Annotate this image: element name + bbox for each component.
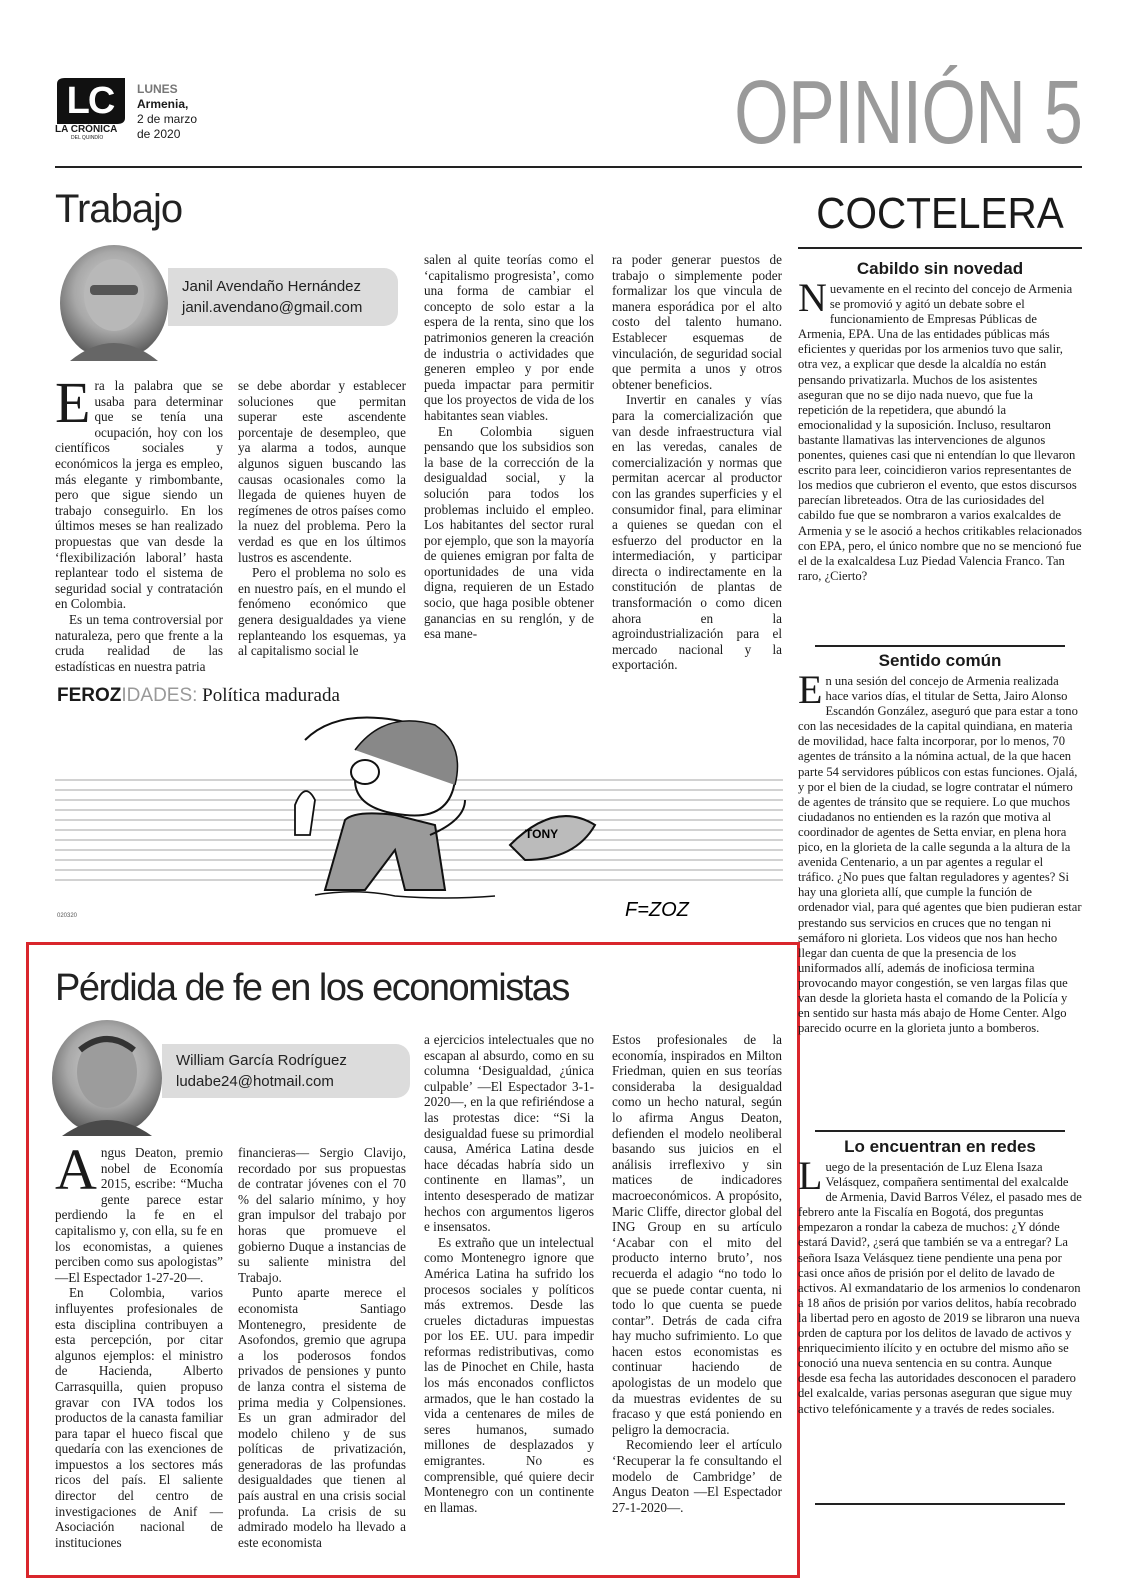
cartoon-label-bold: FEROZ — [57, 685, 122, 706]
coctelera-item-2-body — [798, 667, 1082, 1114]
coctelera-item-3-dropcap: L — [798, 1153, 823, 1198]
logo — [55, 78, 125, 141]
article2-email[interactable]: ludabe24@hotmail.com — [176, 1073, 334, 1090]
coctelera-item-1-body — [798, 275, 1082, 642]
section-name: OPINIÓN — [734, 63, 1025, 163]
weekday: LUNES — [137, 82, 178, 96]
author-portrait-icon — [52, 1020, 162, 1136]
article2-col3b-text: Es extraño que un intelectual como Montenegro ignore que América Latina ha sufrido los procesos sociales y políticos más extremos. Desde las crueles dictaduras impuestas por los EE. UU. para impedir reformas redistributivas, como las de Pinochet en Chile, hasta los más enconados conflictos armados, que le han costado la vida a centenares de miles de seres humanos, sumado millones de desplazados y emigrantes. No es comprensible, qué quiere decir Montenegro con un continente en llamas. — [424, 1234, 594, 1515]
article1-column-3 — [424, 252, 594, 656]
cartoon-signature: F=ZOZ — [625, 899, 689, 921]
coctelera-item-2-text: n una sesión del concejo de Armenia realizada hace varios días, el titular de Setta, Jairo Alonso Escandón González, aseguró que para estar a tono con las necesidades de la capital quindiana, en materia de movilidad, hace falta incorporar, por lo menos, 70 agentes de tránsito a la nómina actual, de la que hacen parte 54 servidores públicos con estas funciones. Ojalá, y por el bien de la ciudad, se logre contratar el número de agentes de tránsito que se requiere. Lo que muchos ciudadanos no entienden es la razón que motiva al coordinador de agentes de Setta enviar, en plena hora pico, en la glorieta de la calle segunda a la altura de la avenida Centenario, a un par agentes a regular el tráfico. ¿No pues que faltan reguladores y agentes? Si hay una glorieta allí, que cumple la función de ordenador vial, para qué agentes que bien pudieran estar prestando sus servicios en cruces que no tengan ni semáforo ni glorieta. Los videos que nos han hecho llegar dan cuenta de que la presencia de los uniformados allí, además de inoficiosa termina provocando mayor congestión, se ven largas filas que van desde la glorieta hasta el comando de la Policía y en sentido sur hasta más abajo de Home Center. Algo parecido ocurre en la glorieta junto a bomberos. — [798, 674, 1082, 1036]
coctelera-item-1-heading: Cabildo sin novedad — [856, 259, 1024, 278]
coctelera-item-3-text: uego de la presentación de Luz Elena Isaza Velásquez, compañera sentimental del exalcalde de Armenia, David Barros Vélez, el pasado mes de febrero ante la Fiscalía en Bogotá, dos preguntas empezaron a rondar la cabeza de muchos: ¿Y dónde estará David?, ¿será que también se va a entregar? La señora Isaza Velásquez tiene pendiente una pena por casi once años de prisión por el delito de lavado de activos. Al exmandatario de los armenios lo condenaron a 18 años de prisión por varios delitos, había recobrado la libertad pero en agosto de 2019 se libraron una nueva orden de captura por los delitos de lavado de activos y enriquecimiento ilícito y en octubre del mismo año se conoció una nueva sentencia en su contra. Aunque desde esa fecha las autoridades desconocen el paradero del exalcalde, varias personas aseguran que sigue muy activo telefónicamente y a través de redes sociales. — [798, 1160, 1082, 1416]
coctelera-item-3-heading: Lo encuentran en redes — [844, 1137, 1036, 1156]
article2-dropcap: A — [55, 1137, 97, 1202]
article1-byline — [168, 268, 398, 326]
article2-title: Pérdida de fe en los economistas — [55, 967, 569, 1009]
article2-col1b-text: En Colombia, varios influyentes profesionales de esta disciplina contribuyen a esta percepción, por citar algunos ejemplos: el ministro de Hacienda, Alberto Carrasquilla, quien propuso gravar con IVA todos los productos de la canasta familiar para tapar el hueco fiscal que quedaría con las exenciones de impuestos a los sectores más ricos del país. El saliente director del centro de investigaciones de Anif —Asociación nacional de instituciones — [55, 1285, 223, 1550]
peel-label: TONY — [525, 827, 559, 841]
page-number: 5 — [1043, 63, 1082, 163]
header-rule — [55, 166, 1082, 168]
logo-name: LA CRÓNICA — [55, 124, 118, 135]
article2-col4b-text: Recomiendo leer el artículo ‘Recuperar la fe consultando el modelo de Cambridge’ de Angus Deaton —El Espectador 27-1-2020—. — [612, 1437, 782, 1515]
article2-col4-text: Estos profesionales de la economía, inspirados en Milton Friedman, quien en sus teorías consideraba la desigualdad como un hecho natural, según lo afirma Angus Deaton, defienden el modelo neoliberal basando sus juicios en el análisis irreflexivo y sin matices de indicadores macroeconómicos. A propósito, Maric Cliffe, director global del ING Group en su artículo ‘Acabar con el mito del producto interno bruto’, nos recuerda el adagio “no todo lo que se puede contar cuenta, ni todo lo que cuenta se puede contar”. Detrás de cada cifra hay mucho sufrimiento. Lo que hacen estos economistas es continuar haciendo de apologistas de un modelo que da muestras evidentes de su fracaso y que está poniendo en peligro la democracia. — [612, 1032, 782, 1437]
logo-letters: LC — [66, 80, 114, 122]
article2-col2b-text: Punto aparte merece el economista Santiago Montenegro, presidente de Asofondos, gremio que agrupa a los poderosos fondos privados de pensiones y punto de lanza contra el sistema de prima media y Colpensiones. Es un gran admirador del modelo chileno y de sus políticas de privatización, generadoras de las profundas desigualdades que tienen al país austral en una crisis social profunda. La crisis de su admirado modelo ha llevado a este economista — [238, 1285, 406, 1550]
article1-column-1 — [55, 370, 223, 674]
coctelera-title: COCTELERA — [816, 189, 1064, 238]
city: Armenia, — [137, 97, 189, 111]
article2-author: William García Rodríguez — [176, 1052, 347, 1069]
article1-author: Janil Avendaño Hernández — [182, 278, 362, 295]
article1-dropcap: E — [55, 370, 91, 435]
coctelera-item-2-dropcap: E — [798, 667, 823, 712]
article2-author-photo — [52, 1020, 162, 1136]
article1-col1-text: ra la palabra que se usaba para determinar que se tenía una ocupación, hoy con los científicos sociales y económicos la jerga es empleo, más elegante y rimbombante, pero que sigue siendo un trabajo conseguirlo. En los últimos meses se han realizado propuestas que van desde la ‘flexibilización laboral’ hasta replantear todo el sistema de seguridad social y contratación en Colombia. — [55, 378, 223, 612]
coctelera-item-1-text: uevamente en el recinto del concejo de Armenia se promovió y agitó un debate sobre el funcionamiento de Empresas Públicas de Armenia, EPA. Una de las entidades públicas más eficientes y queridas por los armenios tuvo que salir, otra vez, a explicar que desde la alcaldía no están pensando privatizarla. Muchos de los asistentes aseguran que no se dijo nada nuevo, que fue la repetición de la repetidera, que abundó la emocionalidad y la suposición. Incluso, resultaron bastante llamativas las intervenciones de algunos ponentes, quienes casi que ni entendían lo que llevaron escrito para leer, coincidieron varios representantes de los medios que cubrieron el evento, que estos discursos parecían libreteados. Otra de las curiosidades del cabildo fue que se nombraron a varios exalcaldes de Armenia y se le asoció a hechos critikables relacionados con EPA, pero, el único nombre que no se mencionó fue el de la exalcaldesa Luz Piedad Valencia Franco. Tan raro, ¿Cierto? — [798, 282, 1082, 583]
cartoon-label-light: IDADES: — [121, 685, 198, 706]
coctelera-rule-3 — [815, 1130, 1065, 1132]
cartoon-illustration — [55, 710, 783, 922]
article2-column-3 — [424, 1032, 594, 1567]
article1-col4-text: ra poder generar puestos de trabajo o simplemente poder formalizar los que vincula de manera esporádica por el alto costo del talento humano. Establecer esquemas de vinculación, de seguridad social que permita a unos y otros obtener beneficios. — [612, 252, 782, 392]
dateline — [137, 82, 197, 142]
article1-column-2 — [238, 378, 406, 659]
date-line2: de 2020 — [137, 127, 181, 141]
article1-col4b-text: Invertir en canales y vías para la comercialización que van desde infraestructura vial en las veredas, canales de comercialización y normas que permitan acercar al productor con las grandes superficies y el consumidor final, para eliminar a quienes se quedan con el esfuerzo del productor en la intermediación, y participar directa o indirectamente en la constitución de plantas de transformación o como dicen ahora en la agroindustrialización para el mercado nacional y la exportación. — [612, 392, 782, 673]
article1-email[interactable]: janil.avendano@gmail.com — [182, 299, 363, 316]
coctelera-rule-4 — [815, 1503, 1065, 1505]
article2-col2-text: financieras— Sergio Clavijo, recordado por sus propuestas de contratar jóvenes con el 70 % del salario mínimo, y hoy gran impulsor del trabajo por horas que promueve el gobierno Duque a instancias de su saliente ministra del Trabajo. — [238, 1145, 406, 1285]
article1-author-photo — [60, 245, 168, 361]
article1-col3-text: salen al quite teorías como el ‘capitalismo progresista’, como una forma de cambiar el concepto de solo estar a la espera de la renta, sino que los patrimonios generen la creación de industria o actividades que generen empleo y por ende pueda impactar para permitir que los proyectos de vida de los habitantes sean viables. — [424, 252, 594, 423]
coctelera-item-3-body — [798, 1153, 1082, 1480]
article2-column-4 — [612, 1032, 782, 1567]
article2-col1-text: ngus Deaton, premio nobel de Economía 2015, escribe: “Mucha gente parece estar perdiendo la fe en el capitalismo y, con ella, su fe en los economistas, a quienes perciben como sus apologistas” —El Espectador 1-27-20—. — [55, 1145, 223, 1285]
article1-col3b-text: En Colombia siguen pensando que los subsidios son la base de la corrección de la desigualdad social, y la solución para todos los problemas incluido el empleo. Los habitantes del sector rural por ejemplo, que son la mayoría de quienes emigran por falta de oportunidades de una vida digna, requieren de un Estado socio, que haga posible obtener ganancias en su renglón, y de esa mane- — [424, 423, 594, 642]
coctelera-rule-1 — [798, 247, 1082, 249]
cartoon-credit: 020320 — [57, 913, 78, 919]
article2-col3-text: a ejercicios intelectuales que no escapan al absurdo, como en su columna ‘Desigualdad, ¿única culpable’ —El Espectador 3-1-2020—, en la que refiriéndose a las protestas dice: “Si la desigualdad fuese su primordial causa, América Latina desde hace décadas habría sido un continente en llamas”, un intento desesperado de matizar hechos con argumentos ligeros e insensatos. — [424, 1032, 594, 1235]
cartoon-title: Política madurada — [202, 685, 340, 706]
cartoon-drawing-icon — [55, 710, 783, 922]
article1-column-4 — [612, 252, 782, 673]
article1-col2b-text: Pero el problema no solo es en nuestro país, en el mundo el fenómeno económico que genera desigualdades ya viene replanteando los esquemas, ya al capitalismo social le — [238, 565, 406, 659]
article2-byline — [162, 1044, 410, 1098]
coctelera-rule-2 — [815, 645, 1065, 647]
article2-column-1 — [55, 1137, 223, 1567]
article2-column-2 — [238, 1145, 406, 1567]
coctelera-item-1-dropcap: N — [798, 275, 827, 320]
section-heading — [734, 63, 1082, 163]
author-portrait-icon — [60, 245, 168, 361]
date-line1: 2 de marzo — [137, 112, 198, 126]
coctelera-item-2-heading: Sentido común — [878, 651, 1002, 670]
logo-sub: DEL QUINDÍO — [71, 135, 104, 141]
article1-col1b-text: Es un tema controversial por naturaleza, pero que frente a la cruda realidad de las estadísticas en nuestra patria — [55, 611, 223, 674]
article1-title: Trabajo — [55, 187, 183, 231]
cartoon-label — [57, 684, 340, 708]
article1-col2-text: se debe abordar y establecer soluciones que permitan superar este ascendente porcentaje de desempleo, que ya alarma a todos, aunque algunos siguen buscando las causas ocasionales como la llegada de quienes huyen de regímenes de otros países como la nuez del problema. Pero la verdad es que en los últimos lustros es ascendente. — [238, 378, 406, 565]
